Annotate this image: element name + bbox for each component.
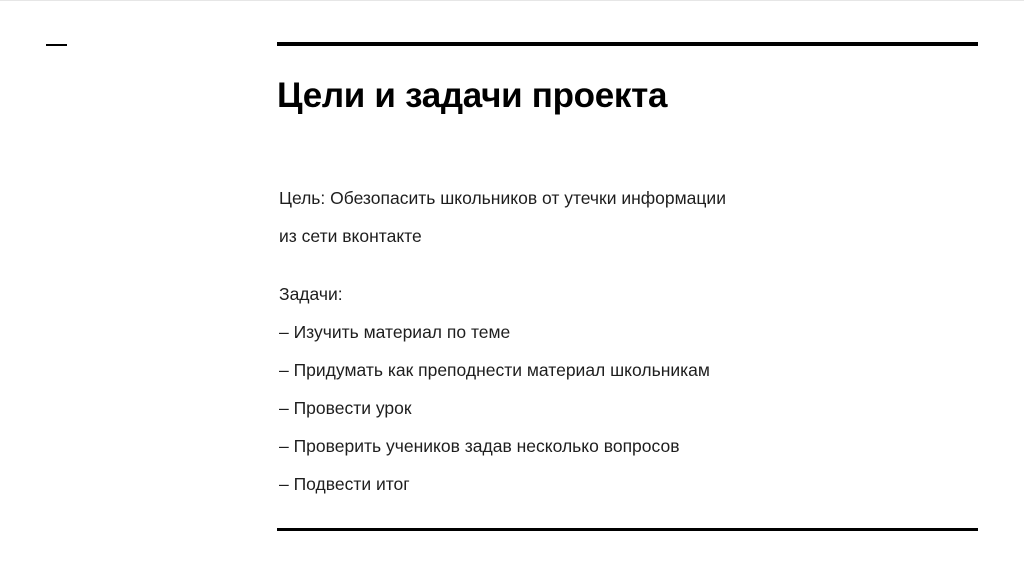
goal-line-1: Цель: Обезопасить школьников от утечки информации [279,188,726,208]
task-item: – Изучить материал по теме [279,322,511,342]
paragraph-gap [279,260,879,280]
slide-title: Цели и задачи проекта [277,76,668,115]
task-item: – Провести урок [279,398,412,418]
corner-dash-decoration [46,44,67,46]
slide-top-border [0,0,1024,1]
top-rule [277,42,978,46]
task-item: – Проверить учеников задав несколько вопросов [279,436,680,456]
bottom-rule [277,528,978,531]
task-item: – Подвести итог [279,474,410,494]
slide-body [279,184,879,508]
goal-line-2: из сети вконтакте [279,226,422,246]
task-item: – Придумать как преподнести материал школьникам [279,360,710,380]
tasks-heading: Задачи: [279,284,343,304]
